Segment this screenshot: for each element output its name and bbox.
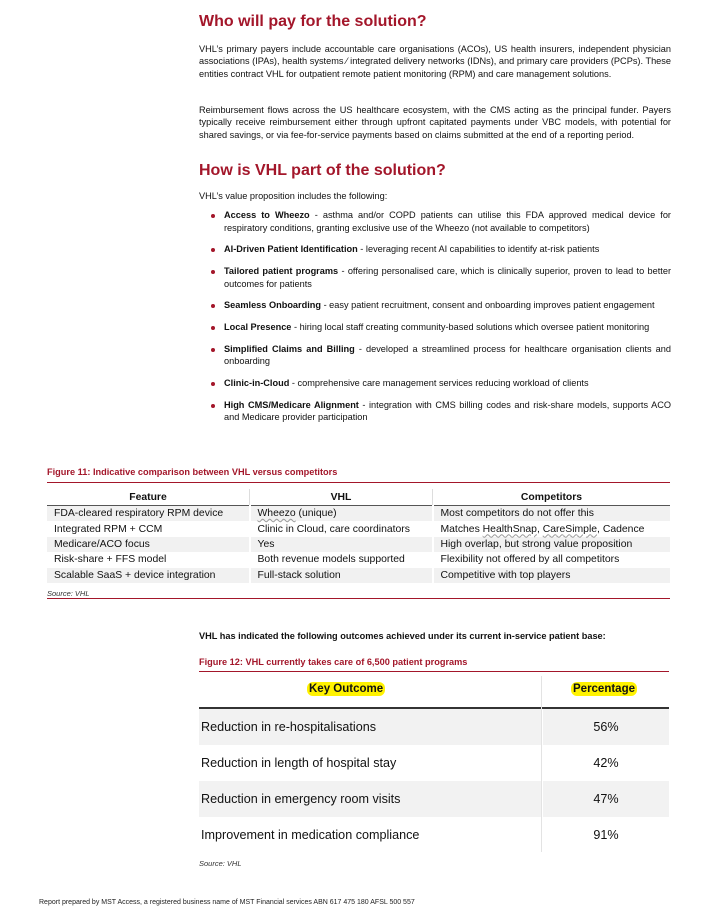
table-cell: Risk-share + FFS model <box>54 554 167 566</box>
column-header-competitors: Competitors <box>433 489 671 506</box>
bullet-icon <box>211 348 215 352</box>
bullet-text: - easy patient recruitment, consent and onboarding improves patient engagement <box>321 300 655 311</box>
table-cell: Both revenue models supported <box>250 552 433 567</box>
table-cell: Integrated RPM + CCM <box>54 523 163 535</box>
table-cell: Yes <box>250 537 433 552</box>
highlight-mark: Percentage <box>573 683 636 695</box>
table-cell: Scalable SaaS + device integration <box>47 568 250 583</box>
outcome-percentage: 47% <box>593 792 619 806</box>
outcome-percentage: 56% <box>593 720 619 734</box>
table-cell <box>199 709 541 745</box>
bullet-text: - developed a streamlined process for healthcare organisation clients and onboarding <box>224 343 672 367</box>
wheezo-word: Wheezo <box>257 508 296 520</box>
bullet-icon <box>211 382 215 386</box>
bullet-icon <box>211 248 215 252</box>
column-header-feature: Feature <box>47 489 250 506</box>
paragraph-payers: VHL’s primary payers include accountable care organisations (ACOs), US health insurers, independent physician associations (IPAs), health systems ⁄ integrated delivery networks (IDNs), and primary care providers (PCPs). These entities contract VHL for outpatient remote patient monitoring (RPM) and care management solutions. <box>199 44 671 79</box>
column-divider <box>541 676 542 852</box>
bullet-icon <box>211 404 215 408</box>
table-cell <box>543 817 669 853</box>
bullet-title: Tailored patient programs <box>224 265 339 276</box>
table-cell <box>543 745 669 781</box>
figure-12-title: Figure 12: VHL currently takes care of 6,500 patient programs <box>199 657 468 667</box>
bullet-icon <box>211 214 215 218</box>
table-cell <box>199 781 541 817</box>
table-header-row <box>47 489 670 506</box>
figure-11-top-rule <box>47 482 670 483</box>
comparison-table <box>47 489 670 583</box>
table-row <box>47 506 670 522</box>
figure-12-source: Source: VHL <box>199 859 242 868</box>
list-item <box>199 321 671 334</box>
outcomes-intro: VHL has indicated the following outcomes achieved under its current in-service patient base: <box>199 631 606 641</box>
list-item <box>199 243 671 256</box>
table-cell: Matches HealthSnap, CareSimple, Cadence <box>433 521 671 536</box>
table-row <box>47 537 670 552</box>
table-cell <box>543 709 669 745</box>
outcome-percentage: 91% <box>593 828 619 842</box>
figure-11-source: Source: VHL <box>47 589 90 598</box>
table-cell <box>199 745 541 781</box>
outcomes-table <box>199 676 669 853</box>
value-proposition-intro: VHL’s value proposition includes the following: <box>199 191 388 201</box>
list-item <box>199 343 671 369</box>
table-cell <box>199 817 541 853</box>
column-header-vhl: VHL <box>250 489 433 506</box>
table-row <box>47 552 670 567</box>
bullet-text: - offering personalised care, which is clinically superior, proven to lead to better outcomes for patients <box>224 265 671 289</box>
table-cell: Most competitors do not offer this <box>433 506 671 522</box>
list-item <box>199 265 671 291</box>
table-row <box>47 521 670 536</box>
bullet-title: Clinic-in-Cloud <box>224 377 290 388</box>
list-item <box>199 399 671 425</box>
bullet-icon <box>211 270 215 274</box>
list-item <box>199 299 671 312</box>
competitor-name: CareSimple <box>542 523 598 535</box>
figure-11-bottom-rule <box>47 598 670 599</box>
table-row <box>199 781 669 817</box>
table-cell: Clinic in Cloud, care coordinators <box>250 521 433 536</box>
bullet-title: AI-Driven Patient Identification <box>224 244 358 255</box>
table-row <box>47 568 670 583</box>
table-cell: Competitive with top players <box>433 568 671 583</box>
value-proposition-list <box>199 209 671 433</box>
page-footer: Report prepared by MST Access, a registered business name of MST Financial services ABN 617 475 180 AFSL 500 557 <box>39 899 415 906</box>
bullet-title: Simplified Claims and Billing <box>224 343 355 354</box>
bullet-text: - integration with CMS billing codes and risk-share models, supports ACO and Medicare provider participation <box>224 399 671 423</box>
list-item <box>199 377 671 390</box>
figure-12-top-rule <box>199 671 669 672</box>
competitor-name: HealthSnap <box>482 523 537 535</box>
list-item <box>199 209 671 235</box>
bullet-text: - leveraging recent AI capabilities to identify at-risk patients <box>357 244 600 255</box>
column-header-percentage <box>571 683 637 695</box>
outcome-percentage: 42% <box>593 756 619 770</box>
table-header-row <box>199 676 669 709</box>
table-row <box>199 817 669 853</box>
column-header-key-outcome <box>307 683 385 695</box>
table-row <box>199 709 669 745</box>
table-cell: Wheezo (unique) <box>250 506 433 522</box>
bullet-title: Local Presence <box>224 321 292 332</box>
table-cell: Medicare/ACO focus <box>47 537 250 552</box>
table-cell: Full-stack solution <box>250 568 433 583</box>
outcome-label: Reduction in length of hospital stay <box>201 756 397 770</box>
figure-11-title: Figure 11: Indicative comparison between VHL versus competitors <box>47 467 338 477</box>
bullet-title: Seamless Onboarding <box>224 300 322 311</box>
bullet-icon <box>211 304 215 308</box>
table-cell: Flexibility not offered by all competitors <box>433 552 671 567</box>
outcome-label: Reduction in re-hospitalisations <box>201 720 377 734</box>
header-cell-percentage <box>543 676 669 707</box>
bullet-text: - asthma and/or COPD patients can utilise this FDA approved medical device for respiratory conditions, granting exclusive use of the Wheezo (not available to competitors) <box>224 210 671 233</box>
table-cell: High overlap, but strong value proposition <box>433 537 671 552</box>
header-cell-outcome <box>199 676 541 707</box>
outcome-label: Reduction in emergency room visits <box>201 792 401 806</box>
bullet-icon <box>211 326 215 330</box>
table-cell <box>543 781 669 817</box>
table-cell: FDA-cleared respiratory RPM device <box>47 506 250 522</box>
outcome-label: Improvement in medication compliance <box>201 828 420 842</box>
section-heading-who-pays: Who will pay for the solution? <box>199 13 427 30</box>
bullet-title: Access to Wheezo <box>224 210 310 220</box>
bullet-title: High CMS/Medicare Alignment <box>224 399 359 410</box>
paragraph-reimbursement: Reimbursement flows across the US healthcare ecosystem, with the CMS acting as the principal funder. Payers typically receive reimbursement either through upfront capitated payments under VBC models, with potential for shared savings, or via fee-for-service payments based on claims submitted at the end of a reporting period. <box>199 105 671 140</box>
bullet-text: - hiring local staff creating community-based solutions which oversee patient monitoring <box>291 321 650 332</box>
table-row <box>199 745 669 781</box>
section-heading-vhl-solution: How is VHL part of the solution? <box>199 162 446 179</box>
bullet-text: - comprehensive care management services reducing workload of clients <box>289 377 589 388</box>
highlight-mark: Key Outcome <box>309 683 384 695</box>
